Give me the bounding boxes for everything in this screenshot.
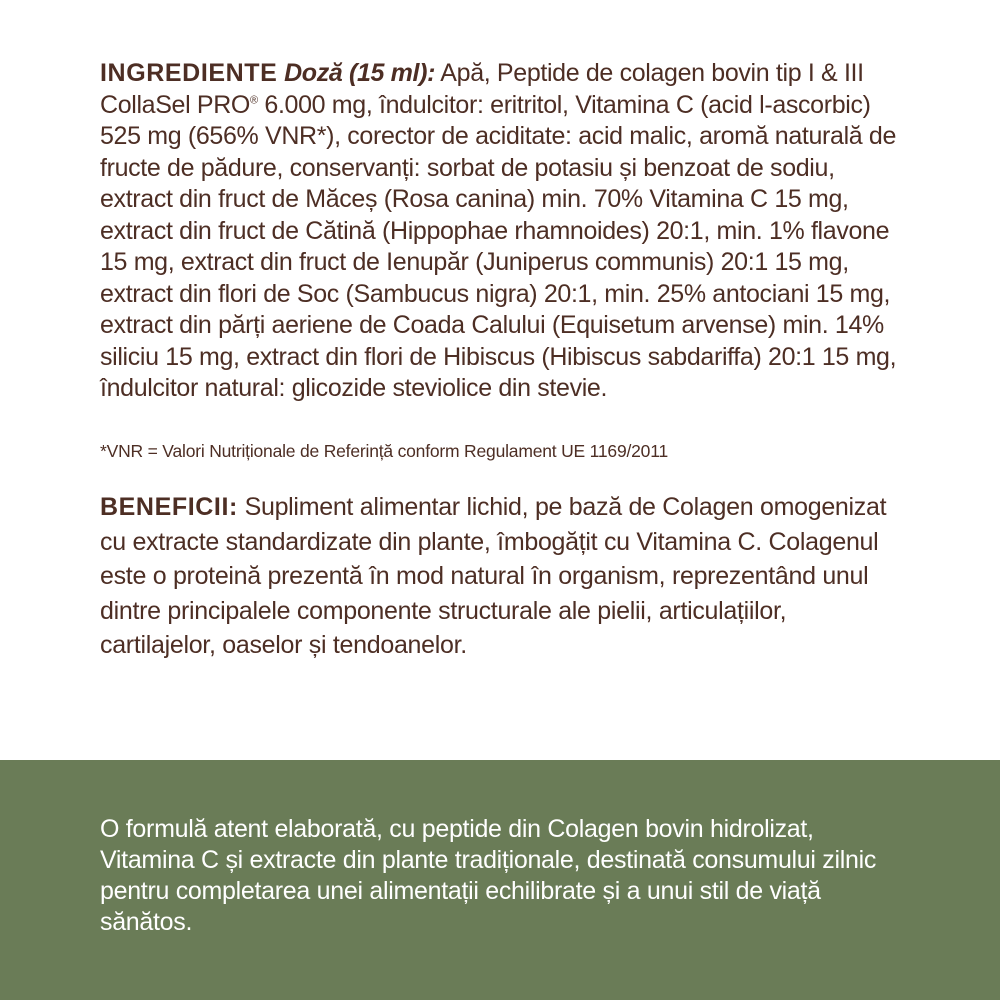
tagline-text: O formulă atent elaborată, cu peptide din Colagen bovin hidrolizat, Vitamina C și extracte din plante tradiționale, destinată consumului zilnic pentru completarea unei alimentații echilibrate și a unui stil de viață sănătos. bbox=[100, 815, 877, 936]
dose-label: Doză (15 ml): bbox=[284, 59, 436, 87]
benefits-text: Supliment alimentar lichid, pe bază de Colagen omogenizat cu extracte standardizate din plante, îmbogățit cu Vitamina C. Colagenul este o proteină prezentă în mod natural în organism, reprezentând unul dintre principalele componente structurale ale pielii, articulațiilor, cartilajelor, oaselor și tendoanelor. bbox=[100, 493, 887, 659]
benefits-heading: BENEFICII: bbox=[100, 493, 238, 521]
vnr-footnote: *VNR = Valori Nutriționale de Referință conform Regulament UE 1169/2011 bbox=[100, 441, 668, 461]
registered-mark: ® bbox=[250, 94, 258, 107]
ingredients-text-part1: Apă, Peptide de colagen bovin tip I & III CollaSel PRO bbox=[100, 59, 864, 119]
benefits-paragraph bbox=[100, 490, 900, 663]
tagline-band bbox=[0, 760, 1000, 1000]
ingredients-paragraph bbox=[100, 58, 900, 405]
ingredients-text-part2: 6.000 mg, îndulcitor: eritritol, Vitamina C (acid l-ascorbic) 525 mg (656% VNR*), corector de aciditate: acid malic, aromă naturală de fructe de pădure, conservanți: sorbat de potasiu și benzoat de sodiu, extract din fruct de Măceș (Rosa canina) min. 70% Vitamina C 15 mg, extract din fruct de Cătină (Hippophae rhamnoides) 20:1, min. 1% flavone 15 mg, extract din fruct de Ienupăr (Juniperus communis) 20:1 15 mg, extract din flori de Soc (Sambucus nigra) 20:1, min. 25% antociani 15 mg, extract din părți aeriene de Coada Calului (Equisetum arvense) min. 14% siliciu 15 mg, extract din flori de Hibiscus (Hibiscus sabdariffa) 20:1 15 mg, îndulcitor natural: glicozide steviolice din stevie. bbox=[100, 90, 897, 402]
ingredients-heading: INGREDIENTE bbox=[100, 59, 278, 87]
